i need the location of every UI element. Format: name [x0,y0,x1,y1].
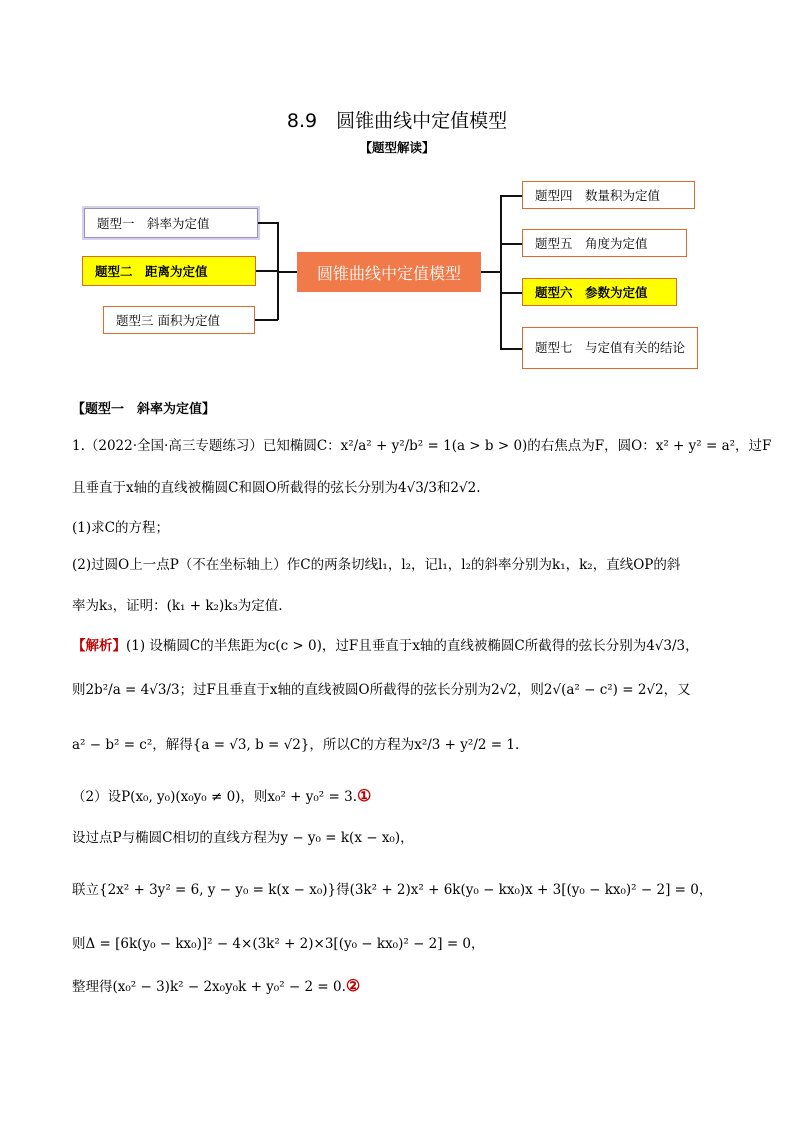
node-label: 题型四 数量积为定值 [535,188,661,203]
problem-part-1: (1)求C的方程； [72,520,169,536]
mindmap-node-type5 [522,229,687,257]
equation-marker-1: ① [357,786,372,805]
mindmap-node-type1 [84,208,258,238]
solution-label: 【解析】 [72,638,126,654]
problem-line-2: 且垂直于x轴的直线被椭圆C和圆O所截得的弦长分别为4√3/3和2√2. [72,480,481,496]
node-label: 题型六 参数为定值 [535,285,648,300]
solution-step-4: （2）设P(x₀, y₀)(x₀y₀ ≠ 0)，则x₀² + y₀² = 3. [72,789,357,805]
section-subtitle: 【题型解读】 [359,140,435,155]
mindmap-node-type7 [522,327,698,369]
solution-step-1: (1) 设椭圆C的半焦距为c(c > 0)，过F且垂直于x轴的直线被椭圆C所截得的弦长分别为4√3/3， [126,638,699,654]
node-label: 题型三 面积为定值 [116,313,220,328]
node-label: 题型七 与定值有关的结论 [535,340,686,355]
solution-step-8: 整理得(x₀² − 3)k² − 2x₀y₀k + y₀² − 2 = 0. [72,979,346,995]
connector [500,348,522,350]
node-label: 题型五 角度为定值 [535,236,648,251]
solution-line-5: 设过点P与椭圆C相切的直线方程为y − y₀ = k(x − x₀)， [72,830,414,846]
page-title: 8.9 圆锥曲线中定值模型 [286,110,508,132]
solution-line-7: 则Δ = [6k(y₀ − kx₀)]² − 4×(3k² + 2)×3[(y₀ − kx₀)² − 2] = 0， [72,936,485,952]
solution-line-8 [72,976,360,997]
problem-line-1: 1.（2022·全国·高三专题练习）已知椭圆C：x²/a² + y²/b² = 1(a > b > 0)的右焦点为F，圆O：x² + y² = a²，过F [72,438,772,454]
connector [277,271,297,273]
mindmap-node-type3 [103,306,255,334]
solution-line-4 [72,786,371,807]
connector [500,195,502,349]
connector [481,271,501,273]
problem-part-2b: 率为k₃，证明：(k₁ + k₂)k₃为定值. [72,598,283,614]
mindmap-node-type2 [82,256,256,286]
node-label: 题型一 斜率为定值 [97,216,210,231]
solution-line-2: 则2b²/a = 4√3/3；过F且垂直于x轴的直线被圆O所截得的弦长分别为2√2，则2√(a² − c²) = 2√2，又 [72,682,691,698]
connector [500,292,522,294]
node-label: 题型二 距离为定值 [95,264,208,279]
solution-line-1 [72,636,699,656]
connector [255,319,278,321]
mindmap-node-type4 [522,181,695,209]
connector [500,243,522,245]
mindmap-center: 圆锥曲线中定值模型 [297,252,481,292]
connector [256,270,278,272]
mindmap-node-type6 [522,278,677,306]
equation-marker-2: ② [345,976,361,995]
connector [500,195,522,197]
problem-part-2a: (2)过圆O上一点P（不在坐标轴上）作C的两条切线l₁，l₂，记l₁，l₂的斜率分别为k₁，k₂，直线OP的斜 [72,557,681,573]
solution-line-3: a² − b² = c²，解得{a = √3, b = √2}，所以C的方程为x²/3 + y²/2 = 1. [72,737,520,753]
connector [258,222,278,224]
solution-line-6: 联立{2x² + 3y² = 6, y − y₀ = k(x − x₀)}得(3k² + 2)x² + 6k(y₀ − kx₀)x + 3[(y₀ − kx₀)² − 2] = 0， [72,882,713,898]
section-heading: 【题型一 斜率为定值】 [72,402,216,417]
